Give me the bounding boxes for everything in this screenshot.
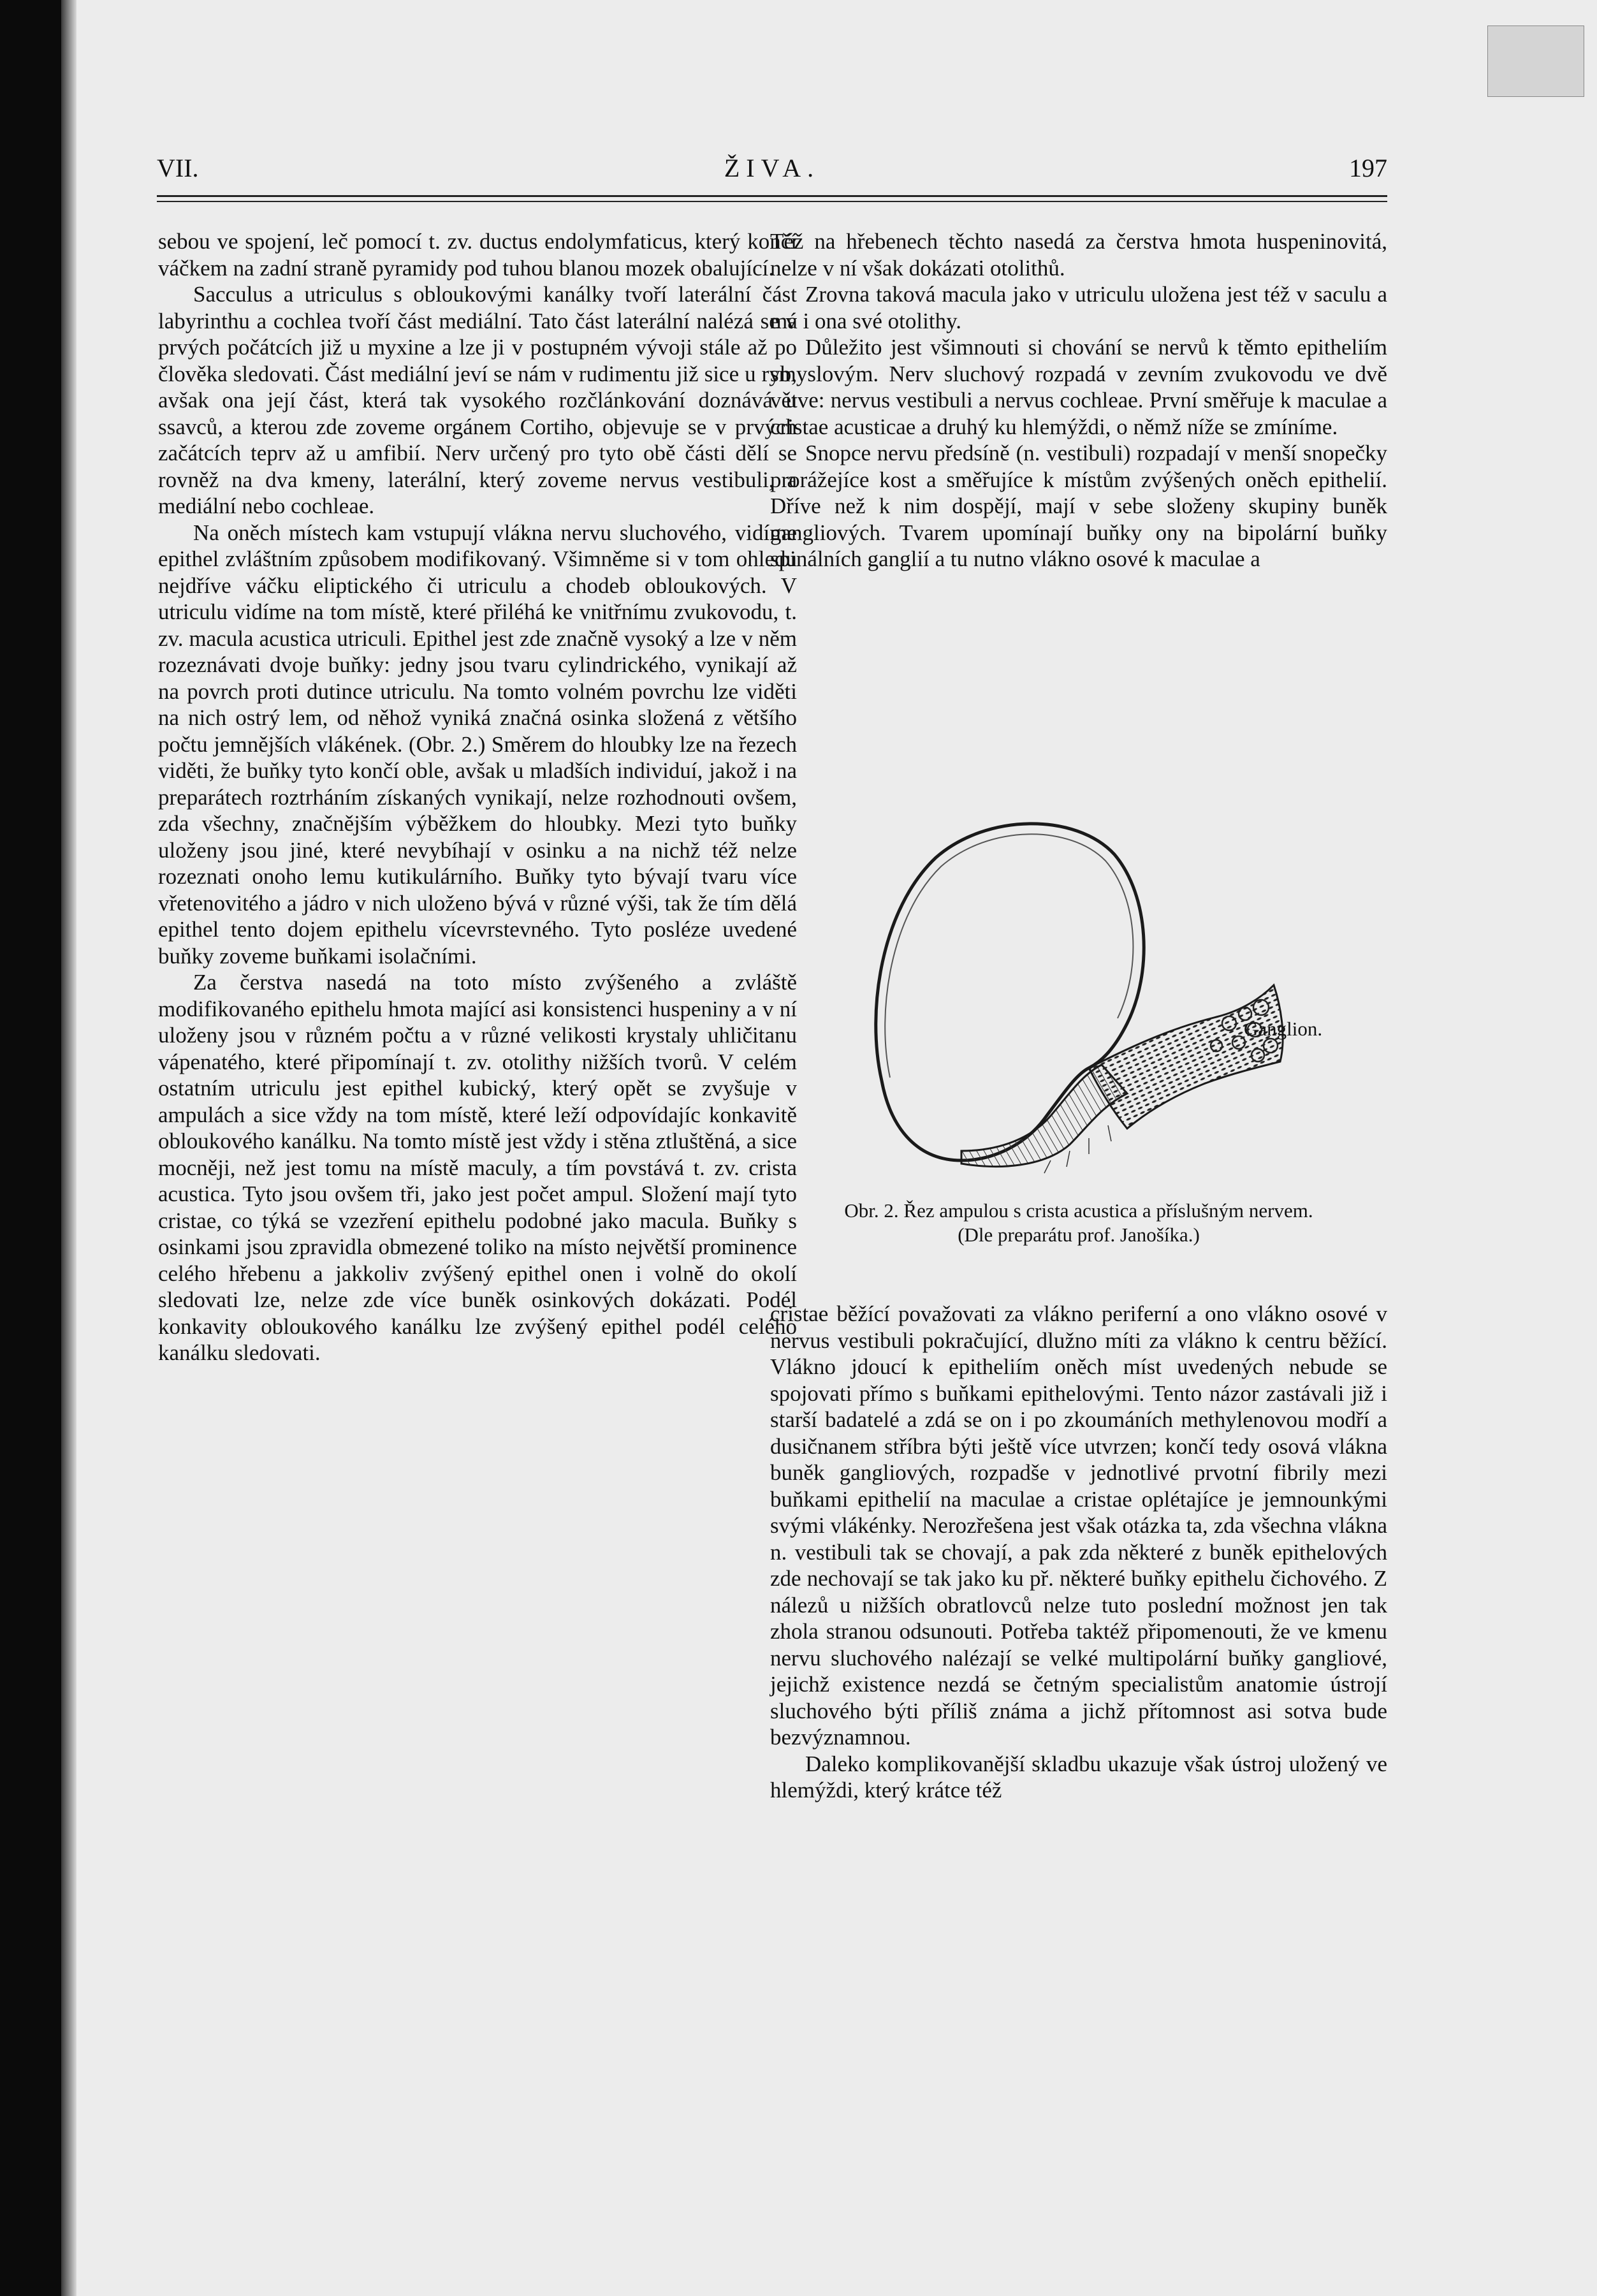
paragraph: Důležito jest všimnouti si chování se nervů k těmto epitheliím smyslovým. Nerv sluchový rozpadá v zevním zvukovodu ve dvě větve: nervus vestibuli a nervus cochleae. První směřuje k maculae a cristae acusticae a druhý ku hlemýždi, o němž níže se zmíníme. <box>770 335 1387 439</box>
book-page <box>61 0 1597 2296</box>
right-column-top <box>770 228 1387 573</box>
paragraph: Daleko komplikovanější skladbu ukazuje však ústroj uložený ve hlemýždi, který krátce též <box>770 1751 1387 1802</box>
running-header <box>157 153 1387 191</box>
caption-line: Obr. 2. Řez ampulou s crista acustica a příslušným nervem. <box>844 1199 1313 1222</box>
figure-caption <box>770 1199 1387 1247</box>
ampulla-section-illustration <box>770 794 1387 1176</box>
paragraph: cristae běžící považovati za vlákno periferní a ono vlákno osové v nervus vestibuli pokračující, dlužno míti za vlákno k centru běžící. Vlákno jdoucí k epitheliím oněch míst uvedených nebude se spojovati přímo s buňkami epithelovými. Tento názor zastávali již i starší badatelé a zdá se on i po zkoumáních methylenovou modří a dusičnanem stříbra býti ještě více utvrzen; končí tedy osová vlákna buněk gangliových, rozpadše v jednotlivé prvotní fibrily mezi buňkami epithelií na maculae a cristae oplétajíce je jemnounkými svými vlákénky. Nerozřešena jest však otázka ta, zda všechna vlákna n. vestibuli tak se chovají, a pak zda některé z buněk epithelových zde nechovají se tak jako ku př. některé buňky epithelu čichového. Z nálezů u nižších obratlovců nelze tuto poslední možnost jen tak zhola stranou odsunouti. Potřeba taktéž připomenouti, že ve kmenu nervu sluchového nalézají se velké multipolární buňky gangliové, jejichž existence nezdá se četným specialistům anatomie ústrojí sluchového býti příliš známa a jichž přítomnost asi sotva bude bezvýznamnou. <box>770 1301 1387 1750</box>
paragraph: sebou ve spojení, leč pomocí t. zv. ductus endolymfaticus, který končí váčkem na zadní straně pyramidy pod tuhou blanou mozek obalující. <box>158 229 797 281</box>
caption-line: (Dle preparátu prof. Janošíka.) <box>958 1224 1200 1246</box>
ganglion-label: Ganglion. <box>1244 1018 1323 1040</box>
header-rule-bottom <box>157 201 1387 202</box>
paragraph: Snopce nervu předsíně (n. vestibuli) rozpadají v menší snopečky prorážejíce kost a směřujíce k místům zvýšených oněch epithelií. Dříve než k nim dospějí, mají v sebe složeny skupiny buněk gangliových. Tvarem upomínají buňky ony na bipolární buňky spinálních ganglií a tu nutno vlákno osové k maculae a <box>770 441 1387 571</box>
volume-number: VII. <box>157 154 199 182</box>
paragraph: Zrovna taková macula jako v utriculu uložena jest též v saculu a má i ona své otolithy. <box>770 282 1387 333</box>
paper-scrap <box>1487 26 1584 97</box>
left-column <box>158 228 797 1366</box>
journal-title: ŽIVA. <box>724 154 820 182</box>
page-edge-shadow <box>61 0 77 2296</box>
right-column-bottom <box>770 1301 1387 1804</box>
header-rule-top <box>157 195 1387 197</box>
paragraph: Na oněch místech kam vstupují vlákna nervu sluchového, vidíme epithel zvláštním způsobem modifikovaný. Všimněme si v tom ohledu nejdříve váčku eliptického či utriculu a chodeb obloukových. V utriculu vidíme na tom místě, které přiléhá ke vnitřnímu zvukovodu, t. zv. macula acustica utriculi. Epithel jest zde značně vysoký a lze v něm rozeznávati dvoje buňky: jedny jsou tvaru cylindrického, vynikají až na povrch proti dutince utriculu. Na tomto volném povrchu lze viděti na nich ostrý lem, od něhož vyniká značná osinka složená z většího počtu jemnějších vlákének. (Obr. 2.) Směrem do hloubky lze na řezech viděti, že buňky tyto končí oble, avšak u mladších individuí, jakož i na preparátech roztrháním získaných vynikají, nelze rozhodnouti ovšem, zda všechny, značnějším výběžkem do hloubky. Mezi tyto buňky uloženy jsou jiné, které nevybíhají v osinku a na nichž též nelze rozeznati onoho lemu kutikulárního. Buňky tyto bývají tvaru více vřetenovitého a jádro v nich uloženo bývá v různé výši, tak že tím dělá epithel tento dojem epithelu vícevrstevného. Tyto posléze uvedené buňky zoveme buňkami isolačními. <box>158 520 797 969</box>
page-number: 197 <box>1349 154 1387 182</box>
paragraph: Sacculus a utriculus s obloukovými kanálky tvoří laterální část labyrinthu a cochlea tvoří část mediální. Tato část laterální nalézá se v prvých počátcích již u myxine a lze ji v postupném vývoji stále až po člověka sledovati. Část mediální jeví se nám v rudimentu již sice u ryb, avšak ona její část, která tak vysokého rozčlánkování doznává u ssavců, a kterou zde zoveme orgánem Cortiho, objevuje se v prvých začátcích teprv až u amfibií. Nerv určený pro tyto obě části dělí se rovněž na dva kmeny, laterální, který zoveme nervus vestibuli, a mediální nebo cochleae. <box>158 282 797 518</box>
paragraph: Za čerstva nasedá na toto místo zvýšeného a zvláště modifikovaného epithelu hmota mající asi konsistenci huspeniny a v ní uloženy jsou v různém počtu a v různé velikosti krystaly uhličitanu vápenatého, které připomínají t. zv. otolithy nižších tvorů. V celém ostatním utriculu jest epithel kubický, který opět se zvyšuje v ampulách a sice vždy na tom místě, které leží odpovídajíc konkavitě obloukového kanálku. Na tomto místě jest vždy i stěna ztluštěná, a sice mocněji, než jest tomu na místě maculy, a tím povstává t. zv. crista acustica. Tyto jsou ovšem tři, jako jest počet ampul. Složení mají tyto cristae, co týká se vzezření epithelu podobné jako macula. Buňky s osinkami jsou zpravidla obmezené toliko na místo největší prominence celého hřebenu a jakkoliv zvýšený epithel onen i volně do okolí sledovati lze, nelze zde více buněk osinkových dokázati. Podél konkavity obloukového kanálku lze zvýšený epithel podél celého kanálku sledovati. <box>158 970 797 1365</box>
paragraph: Též na hřebenech těchto nasedá za čerstva hmota huspeninovitá, nelze v ní však dokázati otolithů. <box>770 229 1387 281</box>
